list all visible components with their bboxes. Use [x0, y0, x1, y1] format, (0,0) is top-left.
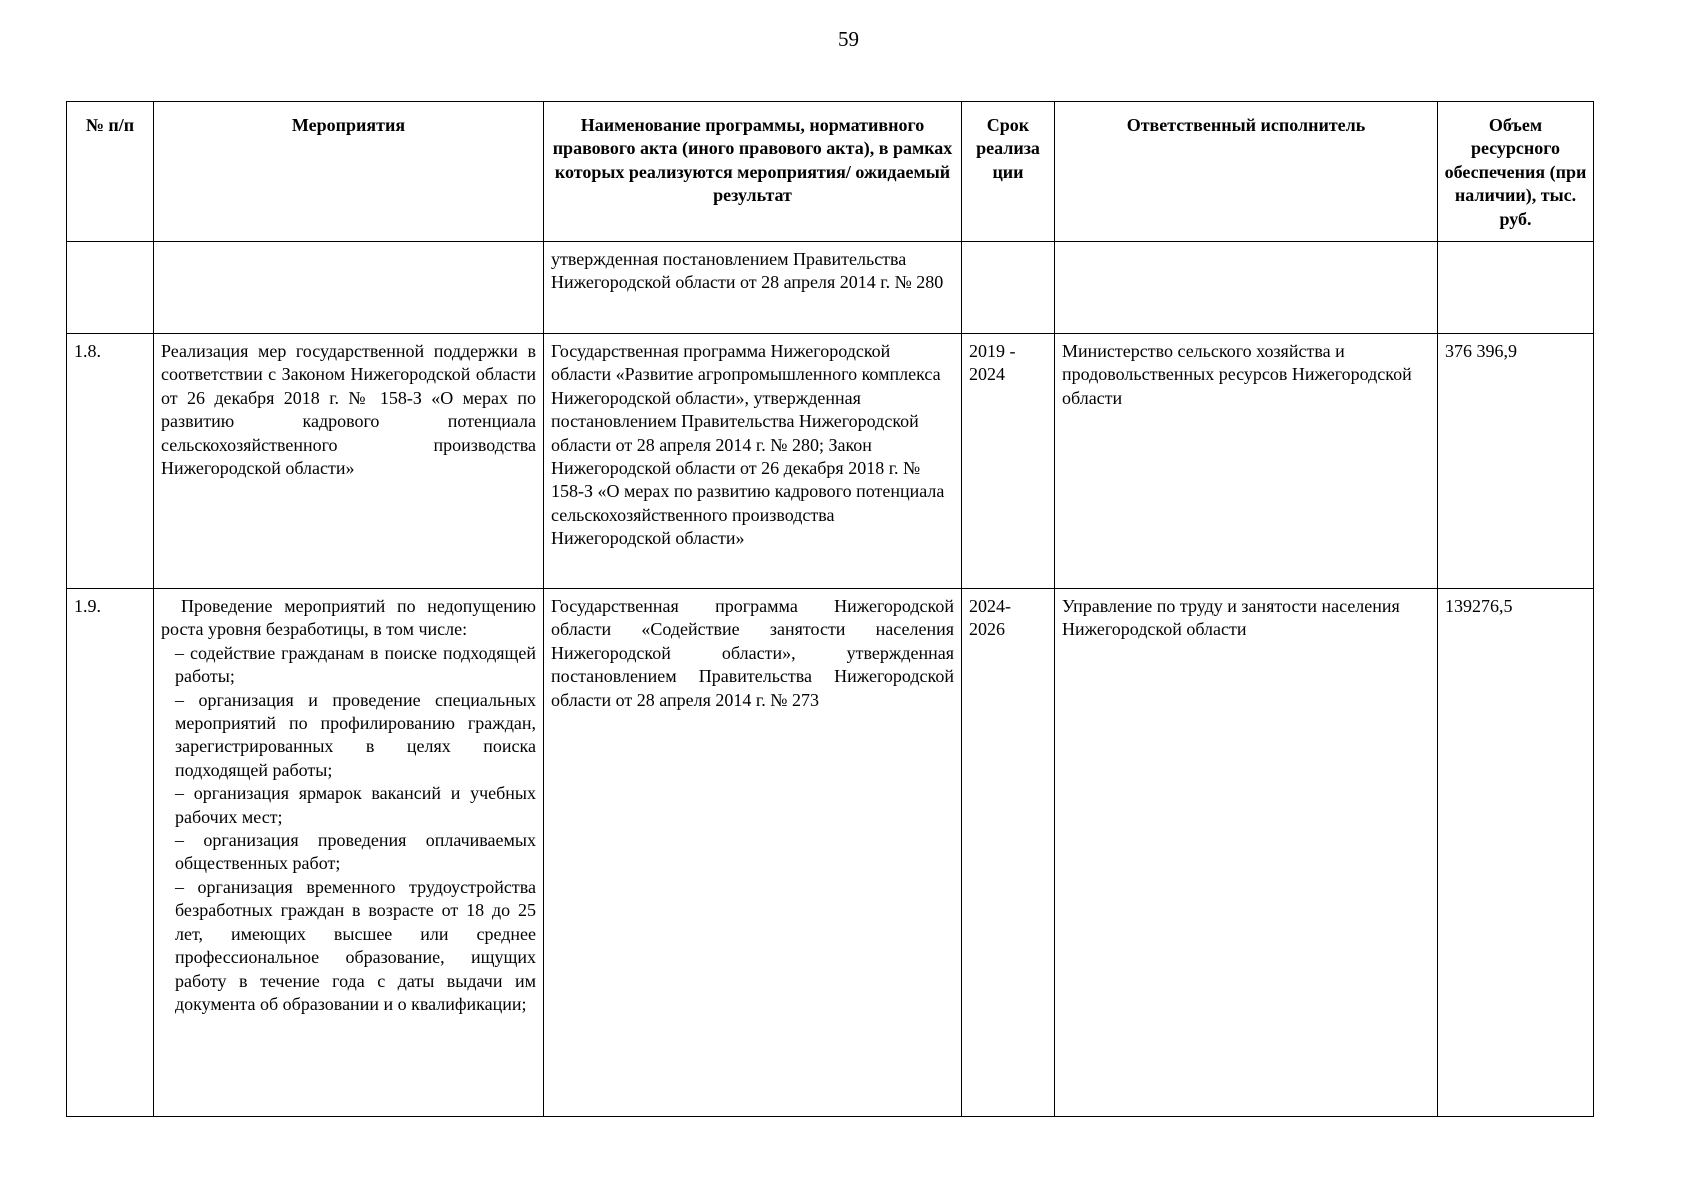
- row-num: 1.8.: [67, 334, 154, 589]
- header-program: Наименование программы, нормативного правового акта (иного правового акта), в рамках которых реализуются мероприятия/ ожидаемый результат: [544, 102, 962, 242]
- table-header-row: [67, 102, 1594, 242]
- row-num: 1.9.: [67, 589, 154, 1117]
- header-activities: Мероприятия: [154, 102, 544, 242]
- activity-bullet: – организация ярмарок вакансий и учебных рабочих мест;: [175, 783, 536, 827]
- row-activity: [154, 242, 544, 334]
- row-program: утвержденная постановлением Правительства Нижегородской области от 28 апреля 2014 г. № 280: [544, 242, 962, 334]
- table-row: [67, 242, 1594, 334]
- row-volume: 139276,5: [1438, 589, 1594, 1117]
- activity-bullet: – содействие гражданам в поиске подходящей работы;: [175, 642, 536, 687]
- activity-bullet: – организация временного трудоустройства безработных граждан в возрасте от 18 до 25 лет, имеющих высшее или среднее профессиональное образование, ищущих работу в течение года с даты выдачи им документа об образовании и о квалификации;: [175, 876, 536, 1014]
- header-executor: Ответственный исполнитель: [1055, 102, 1438, 242]
- row-executor: Министерство сельского хозяйства и продовольственных ресурсов Нижегородской области: [1055, 334, 1438, 589]
- activity-bullet: – организация и проведение специальных мероприятий по профилированию граждан, зарегистрированных в целях поиска подходящей работы;: [175, 689, 536, 780]
- row-term: 2019 - 2024: [962, 334, 1055, 589]
- header-num: № п/п: [67, 102, 154, 242]
- row-volume: 376 396,9: [1438, 334, 1594, 589]
- activity-bullet: – организация проведения оплачиваемых общественных работ;: [175, 830, 536, 874]
- activity-intro: Проведение мероприятий по недопущению роста уровня безработицы, в том числе:: [161, 596, 536, 640]
- row-activity: [154, 589, 544, 1117]
- row-num: [67, 242, 154, 334]
- row-term: [962, 242, 1055, 334]
- activities-table: [66, 101, 1594, 1117]
- table-row: [67, 334, 1594, 589]
- header-term: Срок реализа ции: [962, 102, 1055, 242]
- row-volume: [1438, 242, 1594, 334]
- table-row: [67, 589, 1594, 1117]
- row-executor: Управление по труду и занятости населения Нижегородской области: [1055, 589, 1438, 1117]
- page-number: 59: [838, 27, 859, 51]
- row-program: Государственная программа Нижегородской области «Содействие занятости населения Нижегородской области», утвержденная постановлением Правительства Нижегородской области от 28 апреля 2014 г. № 273: [544, 589, 962, 1117]
- header-volume: Объем ресурсного обеспечения (при наличии), тыс. руб.: [1438, 102, 1594, 242]
- row-executor: [1055, 242, 1438, 334]
- row-term: 2024- 2026: [962, 589, 1055, 1117]
- row-program: Государственная программа Нижегородской области «Развитие агропромышленного комплекса Нижегородской области», утвержденная постановлением Правительства Нижегородской области от 28 апреля 2014 г. № 280; Закон Нижегородской области от 26 декабря 2018 г. № 158-З «О мерах по развитию кадрового потенциала сельскохозяйственного производства Нижегородской области»: [544, 334, 962, 589]
- row-activity: Реализация мер государственной поддержки в соответствии с Законом Нижегородской области от 26 декабря 2018 г. № 158-З «О мерах по развитию кадрового потенциала сельскохозяйственного производства Нижегородской области»: [154, 334, 544, 589]
